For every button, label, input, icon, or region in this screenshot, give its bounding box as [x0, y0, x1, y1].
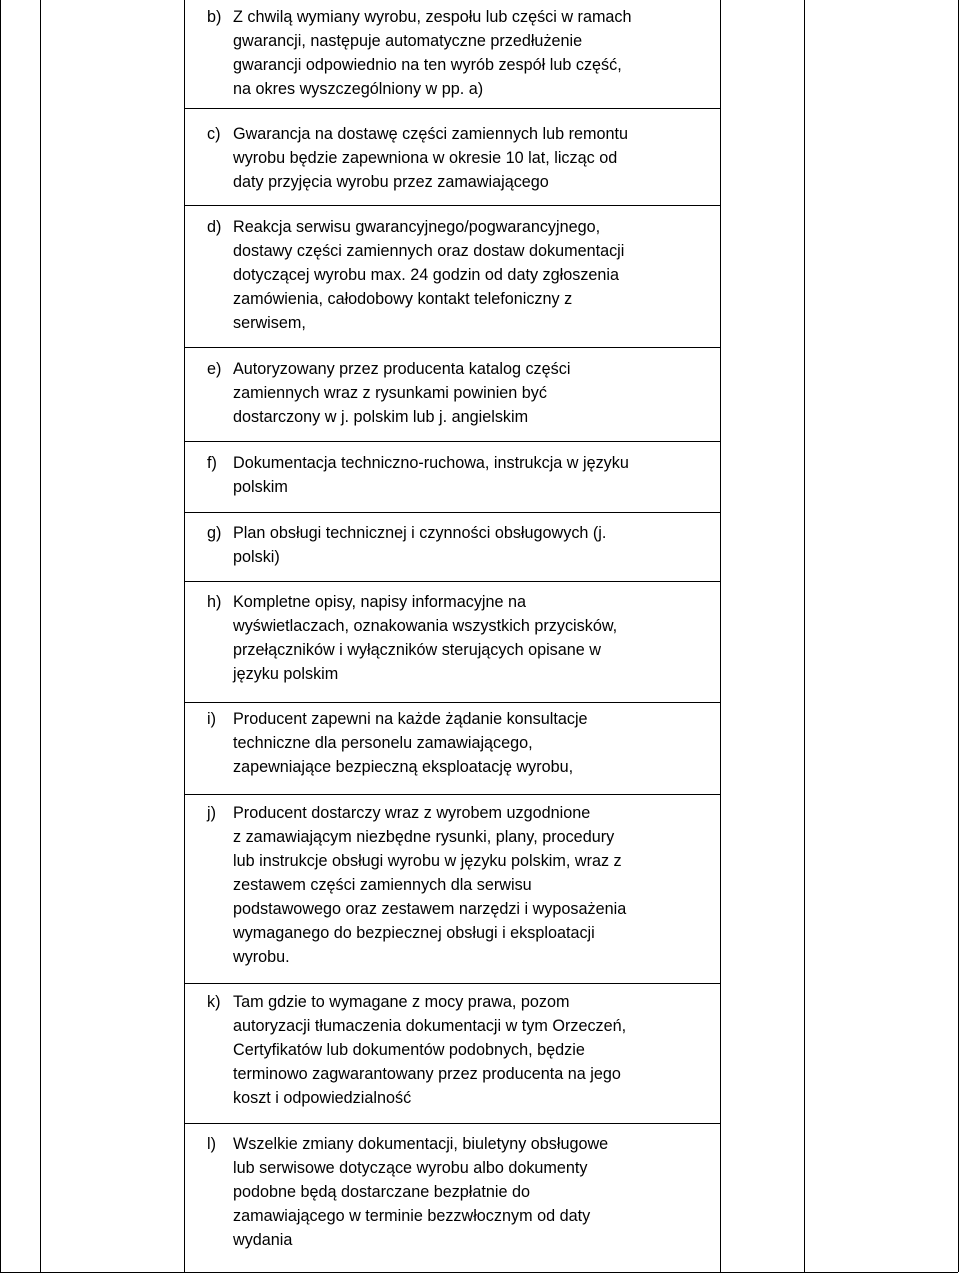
item-letter: j) — [207, 804, 216, 822]
item-text: Producent zapewni na każde żądanie konsultacje techniczne dla personelu zamawiającego, zapewniające bezpieczną eksploatację wyrobu, — [233, 710, 588, 776]
table-border-bottom — [0, 1272, 958, 1273]
row-separator — [184, 581, 720, 582]
row-separator — [184, 347, 720, 348]
item-text: Reakcja serwisu gwarancyjnego/pogwarancyjnego, dostawy części zamiennych oraz dostaw dokumentacji dotyczącej wyrobu max. 24 godzin od daty zgłoszenia zamówienia, całodobowy kontakt telefoniczny z serwisem, — [233, 218, 625, 332]
row-separator — [184, 702, 720, 703]
table-border-left — [0, 0, 1, 1272]
table-column-divider — [804, 0, 805, 1272]
item-letter: g) — [207, 524, 222, 542]
item-letter: b) — [207, 8, 222, 26]
item-letter: l) — [207, 1135, 216, 1153]
table-border-right — [958, 0, 959, 1272]
table-column-divider — [720, 0, 721, 1272]
item-text: Tam gdzie to wymagane z mocy prawa, pozom autoryzacji tłumaczenia dokumentacji w tym Orzeczeń, Certyfikatów lub dokumentów podobnych, będzie terminowo zagwarantowany przez producenta na jego koszt i odpowiedzialność — [233, 993, 627, 1107]
row-separator — [184, 794, 720, 795]
item-text: Wszelkie zmiany dokumentacji, biuletyny obsługowe lub serwisowe dotyczące wyrobu albo dokumenty podobne będą dostarczane bezpłatnie do zamawiającego w terminie bezzwłocznym od daty wydania — [233, 1135, 609, 1249]
item-letter: e) — [207, 360, 222, 378]
item-text: Z chwilą wymiany wyrobu, zespołu lub części w ramach gwarancji, następuje automatyczne przedłużenie gwarancji odpowiednio na ten wyrób zespół lub część, na okres wyszczególniony w pp. a) — [233, 8, 632, 98]
item-text: Gwarancja na dostawę części zamiennych lub remontu wyrobu będzie zapewniona w okresie 10 lat, licząc od daty przyjęcia wyrobu przez zamawiającego — [233, 125, 628, 191]
row-separator — [184, 512, 720, 513]
item-text: Plan obsługi technicznej i czynności obsługowych (j. polski) — [233, 524, 607, 566]
row-separator — [184, 1123, 720, 1124]
item-letter: k) — [207, 993, 221, 1011]
table-column-divider — [184, 0, 185, 1272]
row-separator — [184, 108, 720, 109]
row-separator — [184, 441, 720, 442]
row-separator — [184, 205, 720, 206]
item-text: Autoryzowany przez producenta katalog części zamiennych wraz z rysunkami powinien być dostarczony w j. polskim lub j. angielskim — [233, 360, 571, 426]
item-text: Kompletne opisy, napisy informacyjne na wyświetlaczach, oznakowania wszystkich przycisków, przełączników i wyłączników sterujących opisane w języku polskim — [233, 593, 618, 683]
item-letter: i) — [207, 710, 216, 728]
table-column-divider — [40, 0, 41, 1272]
row-separator — [184, 983, 720, 984]
item-text: Dokumentacja techniczno-ruchowa, instrukcja w języku polskim — [233, 454, 629, 496]
item-text: Producent dostarczy wraz z wyrobem uzgodnione z zamawiającym niezbędne rysunki, plany, procedury lub instrukcje obsługi wyrobu w języku polskim, wraz z zestawem części zamiennych dla serwisu podstawowego oraz zestawem narzędzi i wyposażenia wymaganego do bezpiecznej obsługi i eksploatacji wyrobu. — [233, 804, 627, 966]
item-letter: f) — [207, 454, 217, 472]
item-letter: d) — [207, 218, 222, 236]
item-letter: c) — [207, 125, 221, 143]
item-letter: h) — [207, 593, 222, 611]
